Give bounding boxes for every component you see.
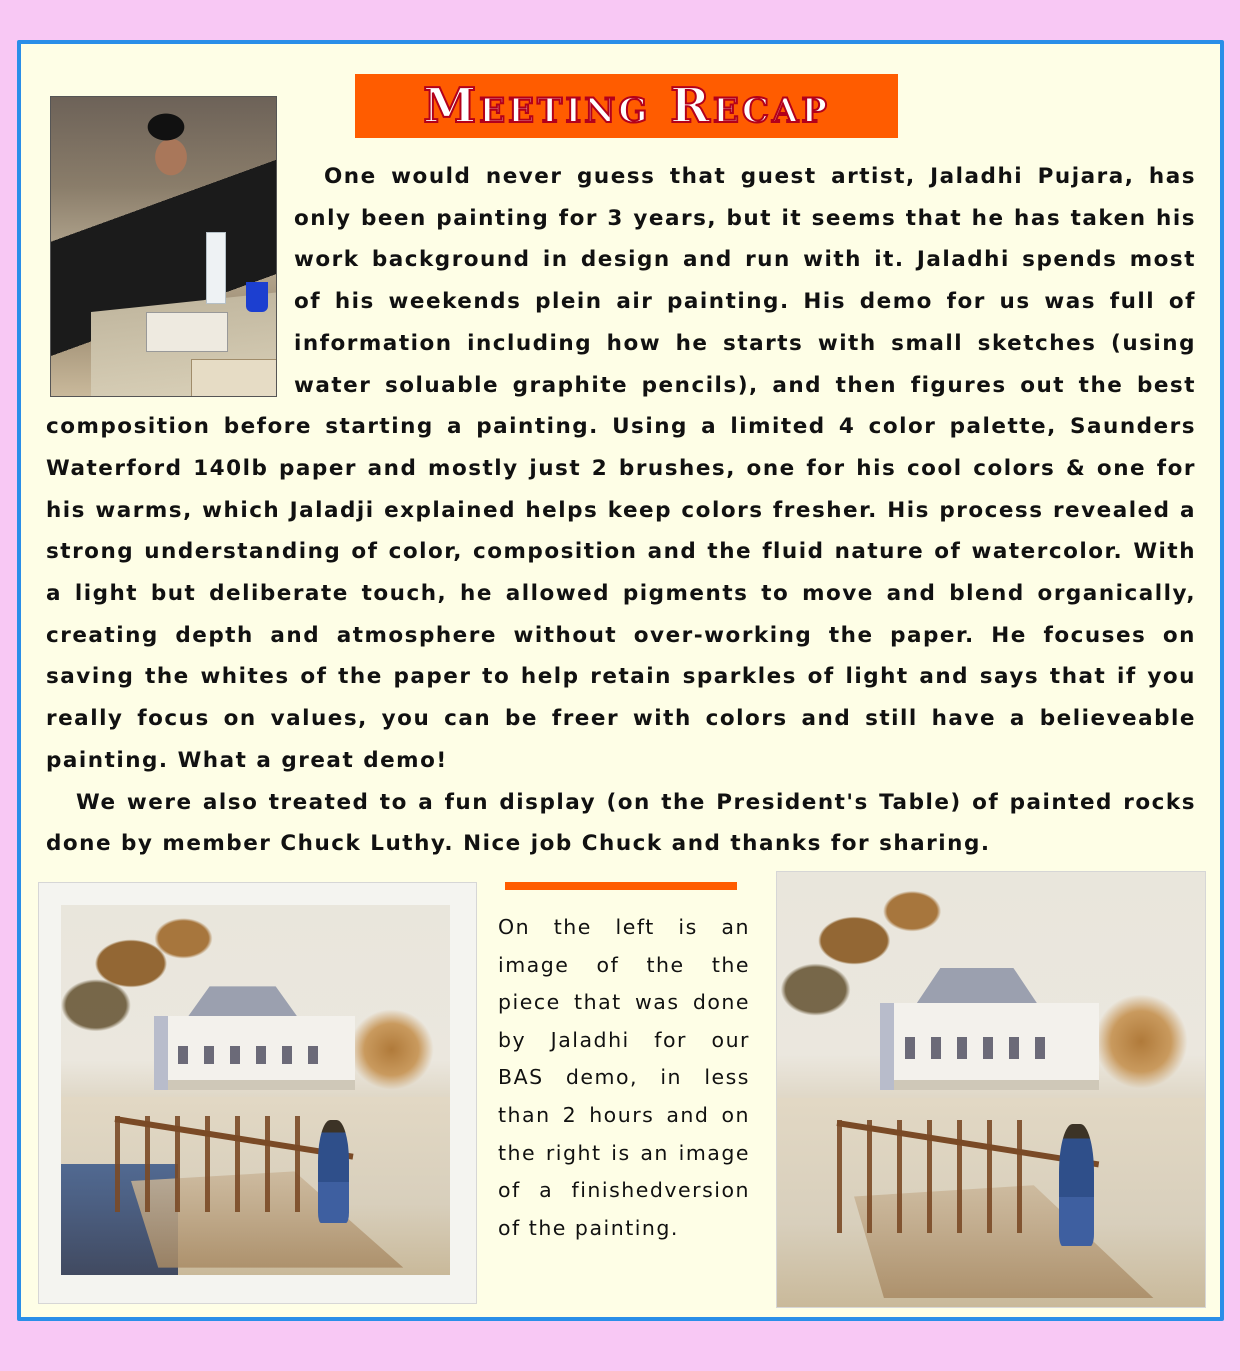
- photo-float-spacer: [46, 156, 294, 404]
- painting-paper: [61, 905, 450, 1275]
- painting-windows: [905, 1037, 1059, 1059]
- painting-windows: [178, 1046, 318, 1065]
- article-paragraph-2: We were also treated to a fun display (on the President's Table) of painted rocks done by member Chuck Luthy. Nice job Chuck and thanks for sharing.: [46, 789, 1196, 857]
- painting-figure: [318, 1120, 349, 1224]
- article-body: [46, 156, 1196, 865]
- article-paragraph-1: One would never guess that guest artist, Jaladhi Pujara, has only been painting for 3 years, but it seems that he has taken his work background in design and run with it. Jaladhi spends most of his weekends plein air painting. His demo for us was full of information including how he starts with small sketches (using water soluable graphite pencils), and then figures out the best composition before starting a painting. Using a limited 4 color palette, Saunders Waterford 140lb paper and mostly just 2 brushes, one for his cool colors & one for his warms, which Jaladji explained helps keep colors fresher. His process revealed a strong understanding of color, composition and the fluid nature of watercolor. With a light but deliberate touch, he allowed pigments to move and blend organically, creating depth and atmosphere without over-working the paper. He focuses on saving the whites of the paper to help retain sparkles of light and says that if you really focus on values, you can be freer with colors and still have a believeable painting. What a great demo!: [46, 164, 1196, 773]
- title-banner: [355, 74, 898, 138]
- painting-far-tree: [1094, 994, 1188, 1090]
- page-title: Meeting Recap: [423, 78, 830, 134]
- painting-far-tree: [349, 1009, 435, 1090]
- orange-divider: [505, 882, 737, 890]
- newsletter-frame: [17, 40, 1224, 1321]
- demo-painting-image: [38, 882, 477, 1304]
- painting-figure: [1059, 1124, 1093, 1246]
- painting-paper: [777, 872, 1205, 1307]
- image-caption: On the left is an image of the the piece that was done by Jaladhi for our BAS demo, in less than 2 hours and on the right is an image of a finishedversion of the painting.: [498, 915, 750, 1240]
- finished-painting-image: [776, 871, 1206, 1308]
